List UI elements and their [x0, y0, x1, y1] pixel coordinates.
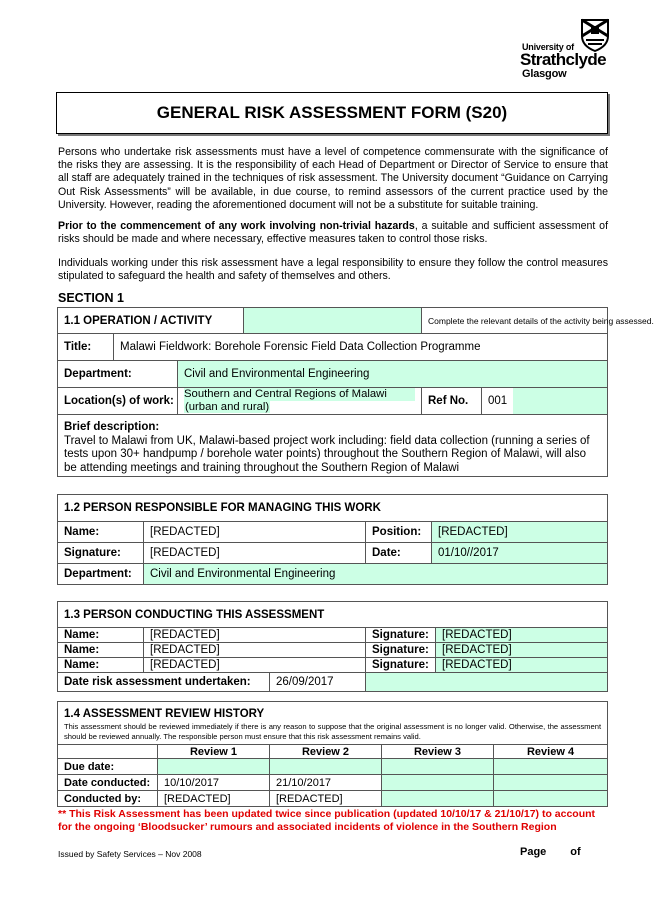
review-heading: 1.4 ASSESSMENT REVIEW HISTORY: [64, 708, 265, 720]
review-date-conducted-label: Date conducted:: [58, 775, 158, 791]
university-logo: [520, 18, 610, 80]
review-conducted-by-2[interactable]: [REDACTED]: [270, 791, 382, 807]
brief-description[interactable]: [58, 415, 608, 477]
conducting-signature-value[interactable]: [REDACTED]: [436, 628, 608, 643]
review-date-conducted-4[interactable]: [494, 775, 608, 791]
intro-paragraph-2-rest: , a suitable and sufficient assessment of risks should be made and where necessary, effective measures taken to control those risks.: [58, 220, 609, 246]
intro-paragraph-2: [58, 220, 608, 246]
conducting-name-label: Name:: [58, 628, 144, 643]
logo-line3: Glasgow: [522, 68, 567, 80]
responsible-position-label: Position:: [366, 522, 432, 543]
responsible-position-value[interactable]: [REDACTED]: [432, 522, 608, 543]
review-column-3: Review 3: [382, 745, 494, 759]
review-corner: [58, 745, 158, 759]
review-date-conducted-3[interactable]: [382, 775, 494, 791]
review-conducted-by-label: Conducted by:: [58, 791, 158, 807]
conducting-name-value[interactable]: [REDACTED]: [144, 658, 366, 673]
review-due-date-1[interactable]: [158, 759, 270, 775]
responsible-name-label-text: Name:: [64, 526, 100, 538]
operation-department-text: Civil and Environmental Engineering: [184, 368, 370, 380]
conducting-date-fill: [366, 673, 608, 692]
conducting-signature-label: Signature:: [366, 628, 436, 643]
footer-of-label: of: [570, 846, 581, 858]
operation-department-label: Department:: [58, 361, 178, 388]
responsible-date-value[interactable]: 01/10//2017: [432, 543, 608, 564]
footer-page: [520, 846, 581, 858]
responsible-signature-label: Signature:: [58, 543, 144, 564]
logo-line1: University of: [522, 42, 574, 52]
conducting-table: [57, 601, 608, 692]
footer-issued: Issued by Safety Services – Nov 2008: [58, 849, 202, 859]
conducting-signature-label: Signature:: [366, 658, 436, 673]
conducting-name-value[interactable]: [REDACTED]: [144, 628, 366, 643]
review-column-1: Review 1: [158, 745, 270, 759]
conducting-signature-value[interactable]: [REDACTED]: [436, 658, 608, 673]
intro-paragraph-2-bold: Prior to the commencement of any work involving non-trivial hazards: [58, 220, 415, 232]
conducting-heading: 1.3 PERSON CONDUCTING THIS ASSESSMENT: [58, 602, 608, 628]
update-footnote: ** This Risk Assessment has been updated twice since publication (updated 10/10/17 & 21/10/17) to account for the ongoing ‘Bloodsucker’ rumours and associated incidents of violence in the Southern Region: [58, 808, 596, 833]
brief-text: Travel to Malawi from UK, Malawi-based project work including: field data collection (running a series of tests upon 30+ handpump / borehole water points) throughout the Southern Region of Malawi, will also be attending meetings and training throughout the Southern Region of Malawi: [64, 434, 590, 474]
conducting-signature-label: Signature:: [366, 643, 436, 658]
review-conducted-by-3[interactable]: [382, 791, 494, 807]
responsible-date-label: Date:: [366, 543, 432, 564]
intro-paragraph-1: Persons who undertake risk assessments must have a level of competence commensurate with the significance of the risks they are assessing. It is the responsibility of each Head of Department or Director of Service to ensure that all staff are adequately trained in the techniques of risk assessment. The University document “Guidance on Carrying Out Risk Assessments” will be available, in due course, to remind assessors of the current practice used by the University. However, reading the aforementioned document will not be a substitute for suitable training.: [58, 146, 608, 211]
crest-icon: [580, 18, 610, 52]
operation-heading: 1.1 OPERATION / ACTIVITY: [58, 308, 244, 334]
review-due-date-4[interactable]: [494, 759, 608, 775]
location-label: Location(s) of work:: [58, 388, 178, 415]
location-line2-text: (urban and rural): [185, 401, 270, 413]
operation-department-value[interactable]: [178, 361, 608, 388]
ref-value-text: 001: [488, 395, 508, 407]
review-header: [58, 702, 608, 745]
review-due-date-label: Due date:: [58, 759, 158, 775]
responsible-name-label: [58, 522, 144, 543]
review-due-date-2[interactable]: [270, 759, 382, 775]
conducting-date-label: Date risk assessment undertaken:: [58, 673, 270, 692]
form-title: GENERAL RISK ASSESSMENT FORM (S20): [56, 92, 608, 134]
responsible-department-value[interactable]: Civil and Environmental Engineering: [144, 564, 608, 585]
conducting-name-label: Name:: [58, 643, 144, 658]
responsible-name-value[interactable]: [REDACTED]: [144, 522, 366, 543]
review-column-4: Review 4: [494, 745, 608, 759]
conducting-name-label: Name:: [58, 658, 144, 673]
review-note: This assessment should be reviewed immediately if there is any reason to suppose that the original assessment is no longer valid. Otherwise, the assessment should be reviewed annually. The responsible person must ensure that this risk assessment remains valid.: [64, 722, 602, 741]
operation-note: Complete the relevant details of the activity being assessed.: [422, 308, 608, 334]
conducting-date-value[interactable]: 26/09/2017: [270, 673, 366, 692]
conducting-signature-value[interactable]: [REDACTED]: [436, 643, 608, 658]
review-conducted-by-1[interactable]: [REDACTED]: [158, 791, 270, 807]
title-value[interactable]: Malawi Fieldwork: Borehole Forensic Field Data Collection Programme: [114, 334, 608, 361]
responsible-table: [57, 494, 608, 585]
review-due-date-3[interactable]: [382, 759, 494, 775]
review-column-2: Review 2: [270, 745, 382, 759]
footer-page-label: Page: [520, 846, 547, 858]
location-line1: Southern and Central Regions of Malawi: [184, 388, 415, 401]
ref-value[interactable]: [482, 388, 608, 415]
location-line2: [184, 401, 415, 414]
review-date-conducted-1[interactable]: 10/10/2017: [158, 775, 270, 791]
review-date-conducted-2[interactable]: 21/10/2017: [270, 775, 382, 791]
location-value[interactable]: [178, 388, 422, 415]
responsible-heading: 1.2 PERSON RESPONSIBLE FOR MANAGING THIS WORK: [58, 495, 608, 522]
responsible-department-label: Department:: [58, 564, 144, 585]
logo-line2: Strathclyde: [520, 50, 606, 69]
conducting-name-value[interactable]: [REDACTED]: [144, 643, 366, 658]
responsible-signature-value[interactable]: [REDACTED]: [144, 543, 366, 564]
title-label: Title:: [58, 334, 114, 361]
section-1-heading: SECTION 1: [58, 291, 124, 305]
review-conducted-by-4[interactable]: [494, 791, 608, 807]
brief-label: Brief description:: [64, 421, 160, 433]
ref-value-fill: [513, 388, 607, 414]
intro-paragraph-3: Individuals working under this risk assessment have a legal responsibility to ensure they follow the control measures stipulated to safeguard the health and safety of themselves and others.: [58, 257, 608, 283]
ref-label: Ref No.: [422, 388, 482, 415]
operation-heading-fill: [244, 308, 422, 334]
review-table: [57, 701, 608, 807]
operation-table: [57, 307, 654, 477]
